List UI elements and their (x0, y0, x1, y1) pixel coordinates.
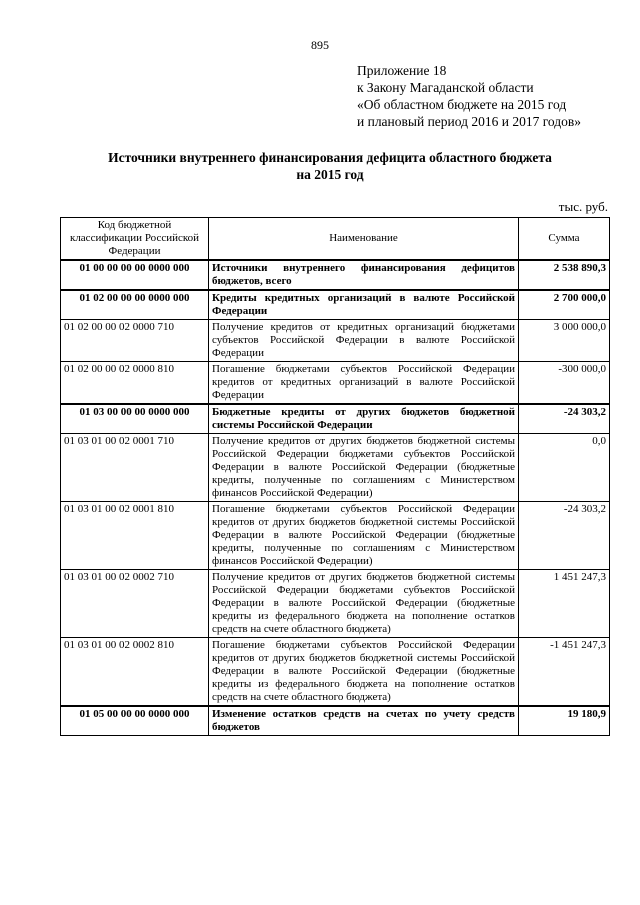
appendix-line-3: «Об областном бюджете на 2015 год (357, 97, 567, 112)
code-cell: 01 05 00 00 00 0000 000 (61, 706, 209, 736)
code-cell: 01 02 00 00 02 0000 710 (61, 320, 209, 362)
sum-cell: -24 303,2 (519, 404, 610, 434)
name-cell: Погашение бюджетами субъектов Российской Федерации кредитов от кредитных организаций в валюте Российской Федерации (209, 362, 519, 405)
title-line-2: на 2015 год (296, 167, 364, 182)
code-cell: 01 03 01 00 02 0002 810 (61, 638, 209, 707)
code-cell: 01 02 00 00 00 0000 000 (61, 290, 209, 320)
code-cell: 01 00 00 00 00 0000 000 (61, 260, 209, 290)
appendix-header (357, 62, 637, 130)
appendix-line-2: к Закону Магаданской области (357, 80, 534, 95)
name-cell: Получение кредитов от кредитных организаций бюджетами субъектов Российской Федерации в валюте Российской Федерации (209, 320, 519, 362)
header-code: Код бюджетной классификации Российской Федерации (61, 218, 209, 261)
page-number: 895 (311, 38, 329, 52)
unit-label: тыс. руб. (558, 199, 608, 214)
name-cell: Источники внутреннего финансирования дефицитов бюджетов, всего (209, 260, 519, 290)
table-row (61, 404, 610, 434)
name-cell: Бюджетные кредиты от других бюджетов бюджетной системы Российской Федерации (209, 404, 519, 434)
header-name: Наименование (209, 218, 519, 261)
name-cell: Изменение остатков средств на счетах по учету средств бюджетов (209, 706, 519, 736)
name-cell: Погашение бюджетами субъектов Российской Федерации кредитов от других бюджетов бюджетной системы Российской Федерации в валюте Российской Федерации (бюджетные кредиты из федерального бюджета на пополнение остатков средств на счете областного бюджета) (209, 638, 519, 707)
name-cell: Кредиты кредитных организаций в валюте Российской Федерации (209, 290, 519, 320)
sum-cell: -24 303,2 (519, 502, 610, 570)
table-row (61, 362, 610, 405)
table-row (61, 570, 610, 638)
appendix-line-1: Приложение 18 (357, 63, 447, 78)
sum-cell: -1 451 247,3 (519, 638, 610, 707)
table-row (61, 290, 610, 320)
code-cell: 01 03 01 00 02 0001 810 (61, 502, 209, 570)
table-row (61, 502, 610, 570)
sum-cell: 2 538 890,3 (519, 260, 610, 290)
table-row (61, 434, 610, 502)
sum-cell: 3 000 000,0 (519, 320, 610, 362)
code-cell: 01 02 00 00 02 0000 810 (61, 362, 209, 405)
sum-cell: 2 700 000,0 (519, 290, 610, 320)
code-cell: 01 03 01 00 02 0001 710 (61, 434, 209, 502)
code-cell: 01 03 01 00 02 0002 710 (61, 570, 209, 638)
financing-sources-table (60, 217, 610, 736)
title-line-1: Источники внутреннего финансирования дефицита областного бюджета (108, 150, 552, 165)
table-row (61, 706, 610, 736)
sum-cell: -300 000,0 (519, 362, 610, 405)
document-title (40, 149, 620, 183)
table-row (61, 638, 610, 707)
sum-cell: 19 180,9 (519, 706, 610, 736)
name-cell: Получение кредитов от других бюджетов бюджетной системы Российской Федерации бюджетами субъектов Российской Федерации в валюте Российской Федерации (бюджетные кредиты из федерального бюджета на пополнение остатков средств на счете областного бюджета) (209, 570, 519, 638)
table-row (61, 260, 610, 290)
name-cell: Получение кредитов от других бюджетов бюджетной системы Российской Федерации бюджетами субъектов Российской Федерации в валюте Российской Федерации (бюджетные кредиты, полученные по соглашениям с Министерством финансов Российской Федерации) (209, 434, 519, 502)
appendix-line-4: и плановый период 2016 и 2017 годов» (357, 114, 582, 129)
code-cell: 01 03 00 00 00 0000 000 (61, 404, 209, 434)
name-cell: Погашение бюджетами субъектов Российской Федерации кредитов от других бюджетов бюджетной системы Российской Федерации в валюте Российской Федерации (бюджетные кредиты, полученные по соглашениям с Министерством финансов Российской Федерации) (209, 502, 519, 570)
sum-cell: 0,0 (519, 434, 610, 502)
sum-cell: 1 451 247,3 (519, 570, 610, 638)
table-body (61, 260, 610, 736)
table-header-row (61, 218, 610, 261)
table-row (61, 320, 610, 362)
header-sum: Сумма (519, 218, 610, 261)
